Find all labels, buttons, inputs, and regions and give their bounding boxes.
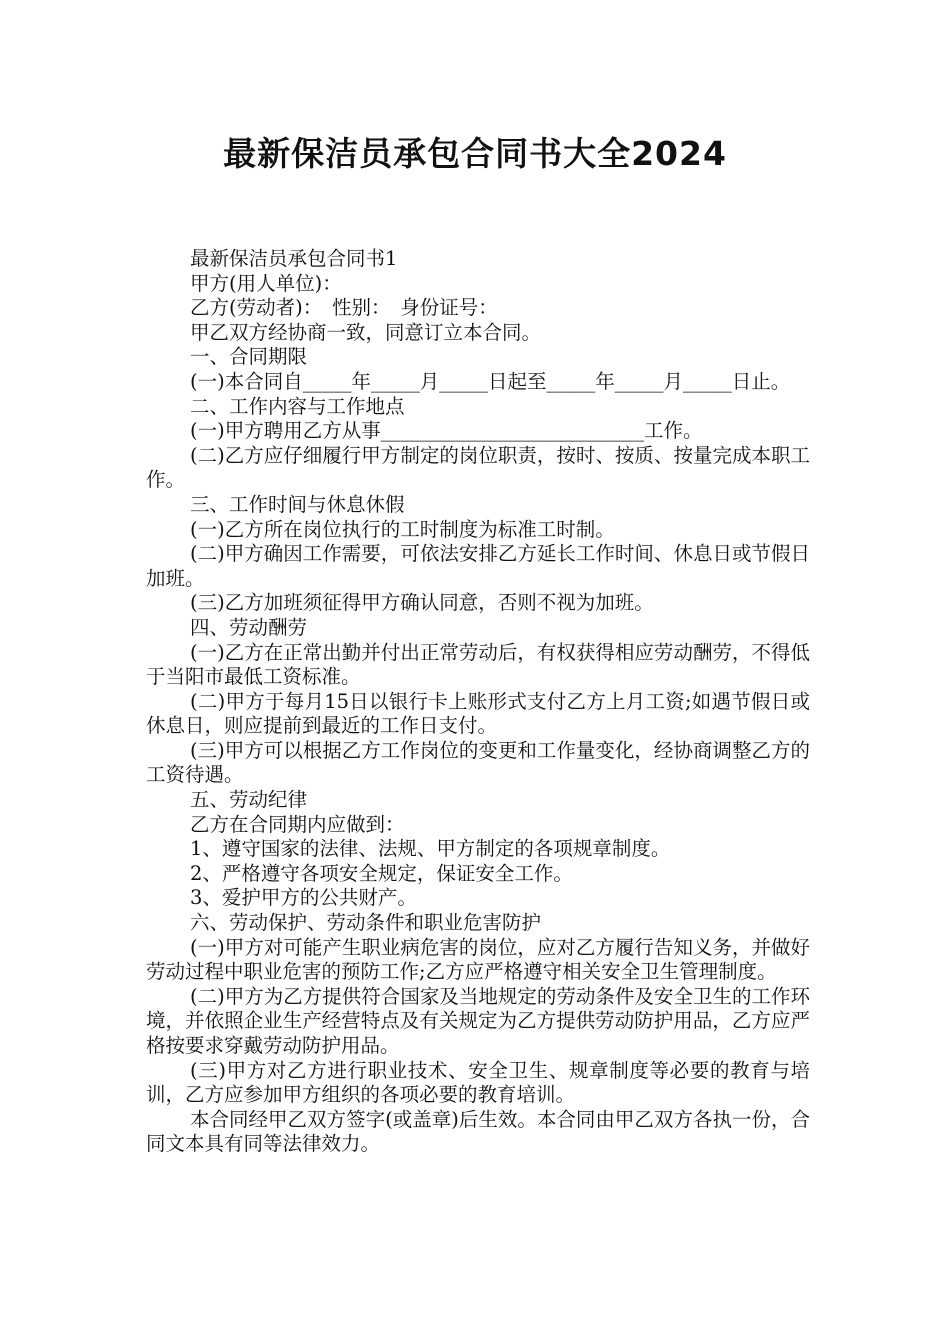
clause-paragraph: (一)乙方在正常出勤并付出正常劳动后，有权获得相应劳动酬劳，不得低于当阳市最低工资标准。 [146,640,810,689]
clause-paragraph: (二)乙方应仔细履行甲方制定的岗位职责，按时、按质、按量完成本职工作。 [146,443,810,492]
section-heading: 二、工作内容与工作地点 [190,394,405,418]
clause-paragraph: (二)甲方于每月15日以银行卡上账形式支付乙方上月工资;如遇节假日或休息日，则应提前到最近的工作日支付。 [146,689,810,738]
list-item: 1、遵守国家的法律、法规、甲方制定的各项规章制度。 [190,837,671,861]
clause-paragraph: (二)甲方确因工作需要，可依法安排乙方延长工作时间、休息日或节假日加班。 [146,542,810,590]
section-heading: 六、劳动保护、劳动条件和职业危害防护 [190,911,542,935]
clause-paragraph: (三)甲方可以根据乙方工作岗位的变更和工作量变化，经协商调整乙方的工资待遇。 [146,738,810,787]
section-heading: 三、工作时间与休息休假 [190,492,405,516]
party-b-line: 乙方(劳动者)： 性别： 身份证号： [190,296,498,320]
party-a-line: 甲方(用人单位)： [190,271,342,295]
section-heading: 最新保洁员承包合同书1 [190,247,398,270]
clause-paragraph: (一)甲方对可能产生职业病危害的岗位，应对乙方履行告知义务，并做好劳动过程中职业危害的预防工作;乙方应严格遵守相关安全卫生管理制度。 [146,935,810,984]
clause-paragraph: (一)甲方聘用乙方从事___________________________工作。 [190,419,703,443]
clause-paragraph: (一)乙方所在岗位执行的工时制度为标准工时制。 [190,517,615,541]
agreement-paragraph: 甲乙双方经协商一致，同意订立本合同。 [190,320,542,344]
contract-body [146,247,810,1157]
closing-paragraph: 本合同经甲乙双方签字(或盖章)后生效。本合同由甲乙双方各执一份，合同文本具有同等法律效力。 [146,1107,810,1156]
clause-paragraph: (二)甲方为乙方提供符合国家及当地规定的劳动条件及安全卫生的工作环境，并依照企业生产经营特点及有关规定为乙方提供劳动防护用品，乙方应严格按要求穿戴劳动防护用品。 [146,984,810,1057]
clause-paragraph: 乙方在合同期内应做到： [190,812,405,836]
clause-paragraph: (三)甲方对乙方进行职业技术、安全卫生、规章制度等必要的教育与培训，乙方应参加甲方组织的各项必要的教育培训。 [146,1058,810,1107]
section-heading: 四、劳动酬劳 [190,615,308,639]
section-heading: 一、合同期限 [190,345,308,369]
list-item: 2、严格遵守各项安全规定，保证安全工作。 [190,861,573,885]
contract-term-clause: (一)本合同自_____年_____月_____日起至_____年_____月_____日止。 [190,369,791,393]
page-title: 最新保洁员承包合同书大全2024 [223,134,727,173]
section-heading: 五、劳动纪律 [190,788,308,812]
clause-paragraph: (三)乙方加班须征得甲方确认同意，否则不视为加班。 [190,591,654,615]
list-item: 3、爱护甲方的公共财产。 [190,886,417,910]
